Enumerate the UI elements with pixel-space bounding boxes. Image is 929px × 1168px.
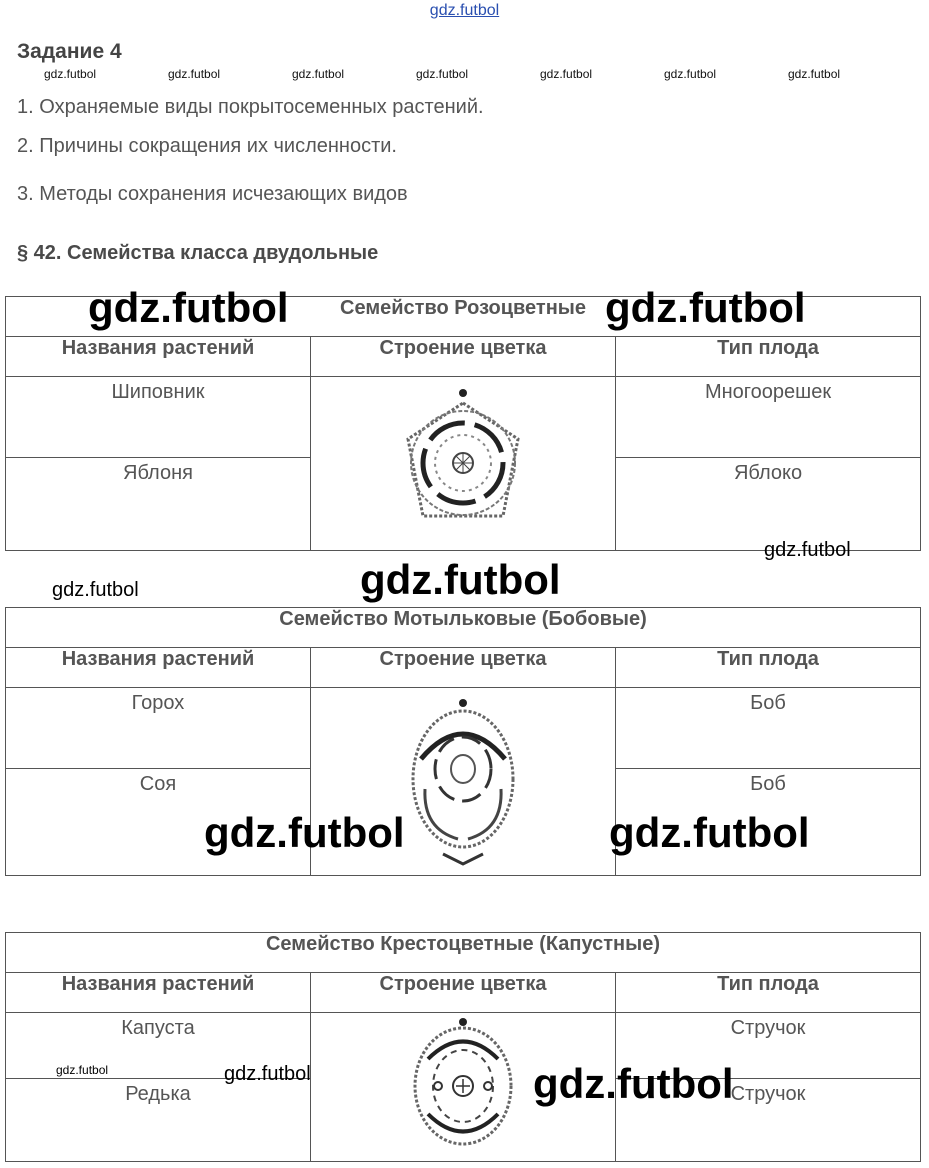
column-header-names: Названия растений <box>6 648 311 688</box>
fruit-type: Боб <box>750 773 786 795</box>
watermark: gdz.futbol <box>605 284 806 331</box>
task-title: Задание 4 <box>17 40 122 63</box>
column-header-fruit: Тип плода <box>616 337 921 377</box>
plant-name: Яблоня <box>123 462 193 484</box>
watermark: gdz.futbol <box>292 67 345 81</box>
task-item-2: 2. Причины сокращения их численности. <box>17 135 397 157</box>
family-table-brassicaceae <box>5 932 921 1162</box>
watermark: gdz.futbol <box>416 67 469 81</box>
column-header-structure: Строение цветка <box>311 973 616 1013</box>
watermark: gdz.futbol <box>664 67 717 81</box>
watermark: gdz.futbol <box>56 1063 109 1077</box>
family-title: Семейство Крестоцветные (Капустные) <box>6 933 921 973</box>
family-table-rosaceae <box>5 296 921 551</box>
column-header-fruit: Тип плода <box>616 973 921 1013</box>
task-item-3: 3. Методы сохранения исчезающих видов <box>17 183 408 205</box>
column-header-names: Названия растений <box>6 337 311 377</box>
watermark: gdz.futbol <box>360 556 561 603</box>
fruit-type: Стручок <box>730 1017 806 1039</box>
watermark: gdz.futbol <box>540 67 593 81</box>
fruit-type-cell <box>616 458 921 551</box>
plant-name: Редька <box>125 1083 191 1105</box>
family-title: Семейство Розоцветные <box>6 297 921 337</box>
plant-name-cell <box>6 1079 311 1162</box>
plant-name-cell <box>6 377 311 458</box>
watermark: gdz.futbol <box>533 1060 734 1107</box>
rose-flower-diagram <box>393 381 533 541</box>
watermark: gdz.futbol <box>609 809 810 856</box>
fruit-type-cell <box>616 377 921 458</box>
column-header-fruit: Тип плода <box>616 648 921 688</box>
watermark: gdz.futbol <box>224 1063 311 1085</box>
task-item-1: 1. Охраняемые виды покрытосеменных растений. <box>17 96 484 118</box>
header-link[interactable]: gdz.futbol <box>429 2 500 19</box>
column-header-names: Названия растений <box>6 973 311 1013</box>
plant-name: Соя <box>139 773 177 795</box>
plant-name-cell <box>6 688 311 769</box>
fruit-type: Яблоко <box>733 462 803 484</box>
column-header-structure: Строение цветка <box>311 337 616 377</box>
fruit-type: Стручок <box>730 1083 806 1105</box>
watermark: gdz.futbol <box>788 67 841 81</box>
pea-flower-diagram <box>403 689 523 869</box>
cabbage-flower-diagram <box>408 1014 518 1154</box>
watermark: gdz.futbol <box>44 67 97 81</box>
fruit-type: Многоорешек <box>704 381 832 403</box>
watermark: gdz.futbol <box>204 809 405 856</box>
flower-diagram-cell <box>311 377 616 551</box>
fruit-type: Боб <box>750 692 786 714</box>
watermark: gdz.futbol <box>88 284 289 331</box>
fruit-type-cell <box>616 688 921 769</box>
plant-name: Горох <box>131 692 185 714</box>
plant-name-cell <box>6 458 311 551</box>
plant-name: Шиповник <box>111 381 205 403</box>
watermark: gdz.futbol <box>168 67 221 81</box>
column-header-structure: Строение цветка <box>311 648 616 688</box>
watermark: gdz.futbol <box>52 579 139 601</box>
watermark: gdz.futbol <box>764 539 851 561</box>
plant-name: Капуста <box>121 1017 195 1039</box>
section-title: § 42. Семейства класса двудольные <box>17 242 379 264</box>
family-title: Семейство Мотыльковые (Бобовые) <box>6 608 921 648</box>
